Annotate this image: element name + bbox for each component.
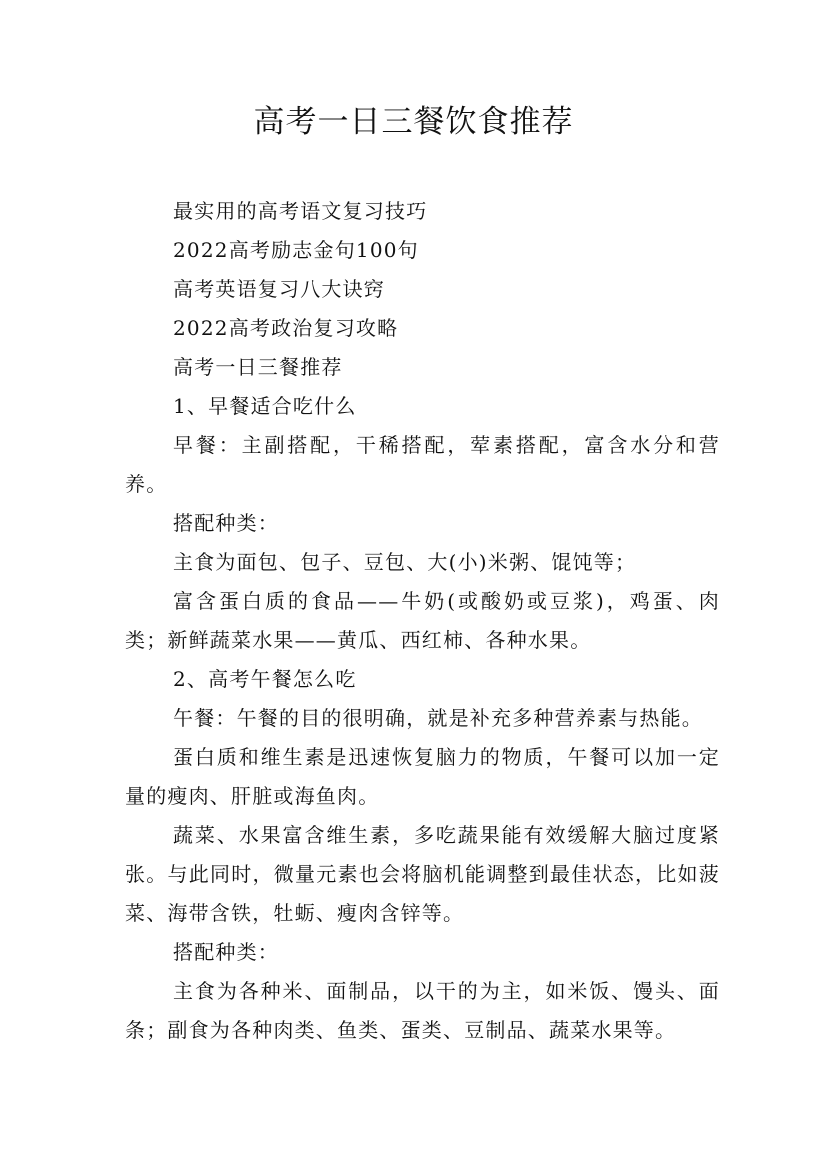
paragraph: 蔬菜、水果富含维生素，多吃蔬果能有效缓解大脑过度紧张。与此同时，微量元素也会将脑机能调整到最佳状态，比如菠菜、海带含铁，牡蛎、瘦肉含锌等。 <box>125 823 720 925</box>
document-body <box>125 192 720 1050</box>
paragraph: 搭配种类： <box>173 511 279 535</box>
paragraph: 高考一日三餐推荐 <box>173 355 343 379</box>
paragraph: 搭配种类： <box>173 940 279 964</box>
paragraph: 富含蛋白质的食品——牛奶(或酸奶或豆浆)，鸡蛋、肉类；新鲜蔬菜水果——黄瓜、西红柿、各种水果。 <box>125 589 720 652</box>
paragraph: 1、早餐适合吃什么 <box>173 394 357 418</box>
document-title: 高考一日三餐饮食推荐 <box>253 104 574 140</box>
paragraph: 最实用的高考语文复习技巧 <box>173 199 428 223</box>
paragraph: 2022高考政治复习攻略 <box>173 316 399 340</box>
paragraph: 早餐：主副搭配，干稀搭配，荤素搭配，富含水分和营养。 <box>125 433 720 496</box>
paragraph: 主食为面包、包子、豆包、大(小)米粥、馄饨等； <box>173 550 637 574</box>
paragraph: 蛋白质和维生素是迅速恢复脑力的物质，午餐可以加一定量的瘦肉、肝脏或海鱼肉。 <box>125 745 720 808</box>
paragraph: 主食为各种米、面制品，以干的为主，如米饭、馒头、面条；副食为各种肉类、鱼类、蛋类、豆制品、蔬菜水果等。 <box>125 979 720 1042</box>
paragraph: 2、高考午餐怎么吃 <box>173 667 357 691</box>
paragraph: 午餐：午餐的目的很明确，就是补充多种营养素与热能。 <box>173 706 703 730</box>
paragraph: 高考英语复习八大诀窍 <box>173 277 385 301</box>
paragraph: 2022高考励志金句100句 <box>173 238 419 262</box>
